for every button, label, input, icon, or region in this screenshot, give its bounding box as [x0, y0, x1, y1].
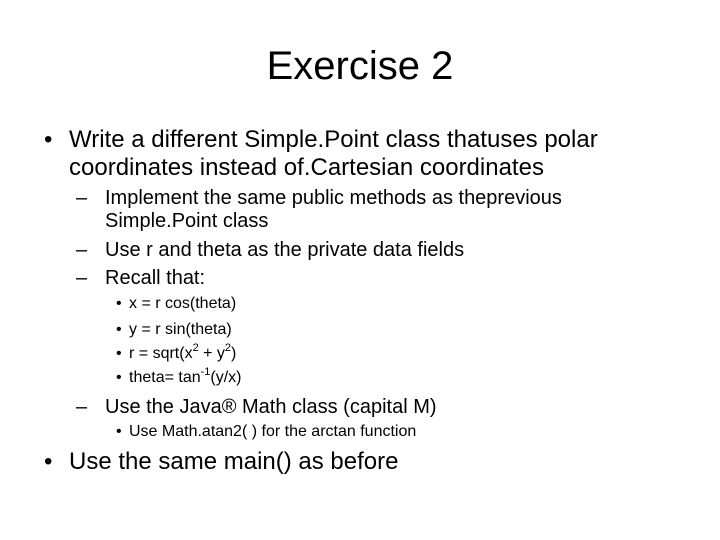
bullet-same-main — [44, 448, 714, 476]
equation-y — [116, 320, 676, 340]
superscript: 2 — [192, 341, 199, 354]
subbullet-text-line2: Simple.Point class — [105, 210, 269, 232]
bullet-marker: • — [116, 369, 122, 386]
dash-marker: – — [76, 267, 88, 289]
subbullet-java-math — [76, 396, 696, 419]
subbullet-text: Use the Java® Math class (capital M) — [105, 396, 437, 418]
dash-marker: – — [76, 239, 88, 261]
subbullet-text-line1: Implement the same public methods as theprevious — [105, 187, 562, 209]
equation-part: ) — [231, 345, 237, 362]
equation-text: x = r cos(theta) — [129, 295, 237, 312]
bullet-text: Use the same main() as before — [69, 448, 399, 475]
bullet-polar-class — [44, 126, 714, 182]
equation-theta — [116, 365, 676, 388]
subbullet-text: Use r and theta as the private data fields — [105, 239, 465, 261]
equation-part: r = sqrt(x — [129, 345, 193, 362]
equation-text: y = r sin(theta) — [129, 321, 232, 338]
bullet-text-line2: coordinates instead of.Cartesian coordinates — [69, 154, 544, 181]
equation-part: theta= tan — [129, 369, 201, 386]
bullet-marker: • — [116, 295, 122, 312]
equation-r — [116, 341, 676, 364]
subbullet-recall — [76, 267, 696, 290]
slide-title: Exercise 2 — [266, 44, 454, 88]
equation-x — [116, 294, 676, 314]
subbullet-text: Recall that: — [105, 267, 206, 289]
bullet-text: Use Math.atan2( ) for the arctan function — [129, 423, 417, 440]
subbullet-implement-methods — [76, 187, 696, 233]
equation-text — [116, 341, 676, 364]
dash-marker: – — [76, 396, 88, 418]
superscript: -1 — [200, 365, 211, 378]
equation-text — [116, 365, 676, 388]
equation-part: (y/x) — [210, 369, 242, 386]
subbullet-private-fields — [76, 239, 696, 262]
bullet-marker: • — [44, 448, 53, 475]
bullet-text-line1: Write a different Simple.Point class thatuses polar — [69, 126, 598, 153]
bullet-marker: • — [44, 126, 53, 153]
bullet-marker: • — [116, 345, 122, 362]
dash-marker: – — [76, 187, 88, 209]
superscript: 2 — [224, 341, 232, 354]
bullet-marker: • — [116, 321, 122, 338]
bullet-marker: • — [116, 423, 122, 440]
bullet-atan2 — [116, 422, 676, 442]
equation-part: + y — [198, 345, 225, 362]
